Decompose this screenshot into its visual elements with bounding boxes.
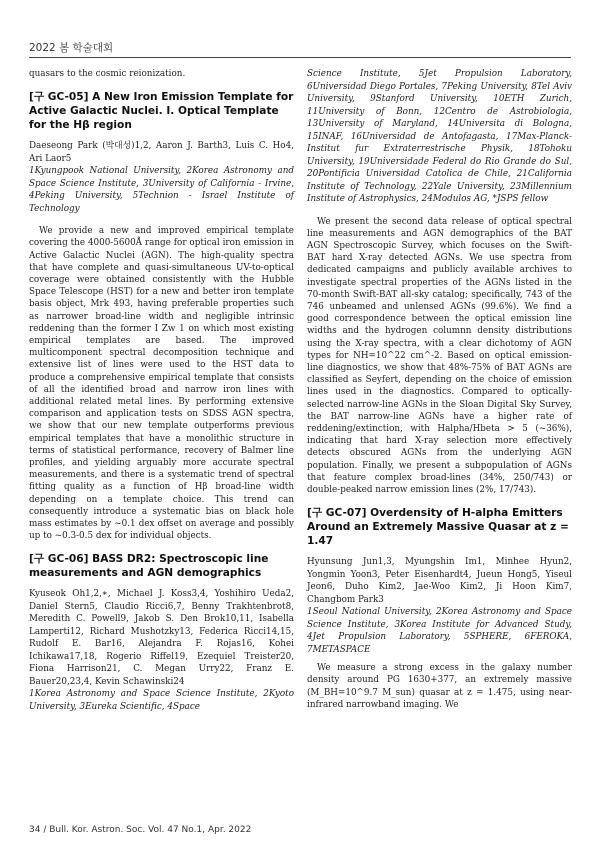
gc06-affiliations-start: 1Korea Astronomy and Space Science Institute, 2Kyoto University, 3Eureka Scientific, 4Space bbox=[29, 689, 294, 712]
left-column bbox=[29, 68, 294, 713]
gc06-abstract: We present the second data release of optical spectral line measurements and AGN demographics of the BAT AGN Spectroscopic Survey, which focuses on the Swift-BAT hard X-ray detected AGNs. We use spectra from dedicated campaigns and publicly available archives to investigate spectral properties of the AGNs listed in the 70-month Swift-BAT all-sky catalog; specifically, 743 of the 746 unbeamed and unlensed AGNs (99.6%). We find a good correspondence between the optical emission line widths and the hydrogen columnn density distributions using the X-ray spectra, with a clear dichotomy of AGN types for NH=10^22 cm^-2. Based on optical emission-line diagnostics, we show that 48%-75% of BAT AGNs are classified as Seyfert, depending on the choice of emission lines used in the diagnostics. Compared to optically-selected narrow-line AGNs in the Sloan Digital Sky Survey, the BAT narrow-line AGNs have a higher rate of reddening/extinction, with Halpha/Hbeta > 5 (~36%), indicating that hard X-ray selection more effectively detects obscured AGNs from the underlying AGN population. Finally, we present a subpopulation of AGNs that feature complex broad-lines (34%, 250/743) or double-peaked narrow emission lines (2%, 17/743). bbox=[307, 216, 572, 495]
running-header: 2022 봄 학술대회 bbox=[29, 42, 114, 54]
gc05-authors: Daeseong Park (박대성)1,2, Aaron J. Barth3, Luis C. Ho4, Ari Laor5 bbox=[29, 141, 294, 164]
gc06-affiliations-cont: Science Institute, 5Jet Propulsion Laboratory, 6Universidad Diego Portales, 7Peking University, 8Tel Aviv University, 9Stanford University, 10ETH Zurich, 11University of Bonn, 12Centro de Astrobiologia, 13University of Maryland, 14Universita di Bologna, 15INAF, 16Universidad de Antofagasta, 17Max-Planck-Institut fur Extraterrestrische Physik, 18Tohoku University, 19Universidade Federal do Rio Grande do Sul, 20Pontificia Universidad Catolica de Chile, 21California Institute of Technology, 22Yale University, 23Millennium Institute of Astrophysics, 24Modulos AG, *JSPS fellow bbox=[307, 69, 572, 204]
gc06-title: [구 GC-06] BASS DR2: Spectroscopic line measurements and AGN demographics bbox=[29, 553, 269, 580]
gc05-affiliations: 1Kyungpook National University, 2Korea Astronomy and Space Science Institute, 3University of California - Irvine, 4Peking University, 5Technion - Israel Institute of Technology bbox=[29, 166, 294, 214]
gc07-affiliations: 1Seoul National University, 2Korea Astronomy and Space Science Institute, 3Korea Institute for Advanced Study, 4Jet Propulsion Laboratory, 5SPHERE, 6FEROKA, 7METASPACE bbox=[307, 607, 572, 655]
gc07-abstract-start: We measure a strong excess in the galaxy number density around PG 1630+377, an extremely massive (M_BH=10^9.7 M_sun) quasar at z = 1.475, using near-infrared narrowband imaging. We bbox=[307, 663, 572, 710]
page-footer: 34 / Bull. Kor. Astron. Soc. Vol. 47 No.1, Apr. 2022 bbox=[29, 825, 252, 835]
gc06-authors: Kyuseok Oh1,2,∗, Michael J. Koss3,4, Yoshihiro Ueda2, Daniel Stern5, Claudio Ricci6,7, Benny Trakhtenbrot8, Meredith C. Powell9, Jakob S. Den Brok10,11, Isabella Lamperti12, Richard Mushotzky13, Federica Ricci14,15, Rudolf E. Bar16, Alejandra F. Rojas16, Kohei Ichikawa17,18, Rogerio Riffel19, Ezequiel Treister20, Fiona Harrison21, C. Megan Urry22, Franz E. Bauer20,23,4, Kevin Schawinski24 bbox=[29, 589, 294, 687]
gc07-title: [구 GC-07] Overdensity of H-alpha Emitters Around an Extremely Massive Quasar at z = 1.47 bbox=[307, 507, 569, 548]
gc05-title: [구 GC-05] A New Iron Emission Template for Active Galactic Nuclei. I. Optical Template for the Hβ region bbox=[29, 91, 294, 132]
right-column bbox=[307, 68, 572, 711]
gc07-authors: Hyunsung Jun1,3, Myungshin Im1, Minhee Hyun2, Yongmin Yoon3, Peter Eisenhardt4, Jueun Hong5, Yiseul Jeon6, Duho Kim2, Jae-Woo Kim2, Ji Hoon Kim7, Changbom Park3 bbox=[307, 557, 572, 605]
header-rule bbox=[29, 57, 571, 58]
intro-line: quasars to the cosmic reionization. bbox=[29, 69, 186, 79]
page-header bbox=[29, 40, 571, 55]
gc05-abstract: We provide a new and improved empirical template covering the 4000-5600Å range for optical iron emission in Active Galactic Nuclei (AGN). The high-quality spectra that have complete and quasi-simultaneous UV-to-optical coverage were obtained consistently with the Hubble Space Telescope (HST) for a new and better iron template basis object, Mrk 493, having preferable properties such as narrower broad-line width and negligible intrinsic reddening than the former I Zw 1 on which most existing empirical templates are based. The improved multicomponent spectral decomposition technique and extensive list of lines were used to the HST data to produce a comprehensive empirical template that consists of all the identified broad and narrow iron lines with additional related metal lines. By performing extensive comparison and application tests on SDSS AGN spectra, we show that our new template outperforms previous empirical templates that have a monolithic structure in terms of statistical performance, recovery of Balmer line profiles, and yielding arguably more accurate spectral measurements, and there is a systematic trend of spectral fitting quality as a function of Hβ broad-line width depending on a template choice. This trend can consequently introduce a systematic bias on black hole mass estimates by ~0.1 dex offset on average and possibly up to ~0.3-0.5 dex for individual objects. bbox=[29, 226, 294, 542]
